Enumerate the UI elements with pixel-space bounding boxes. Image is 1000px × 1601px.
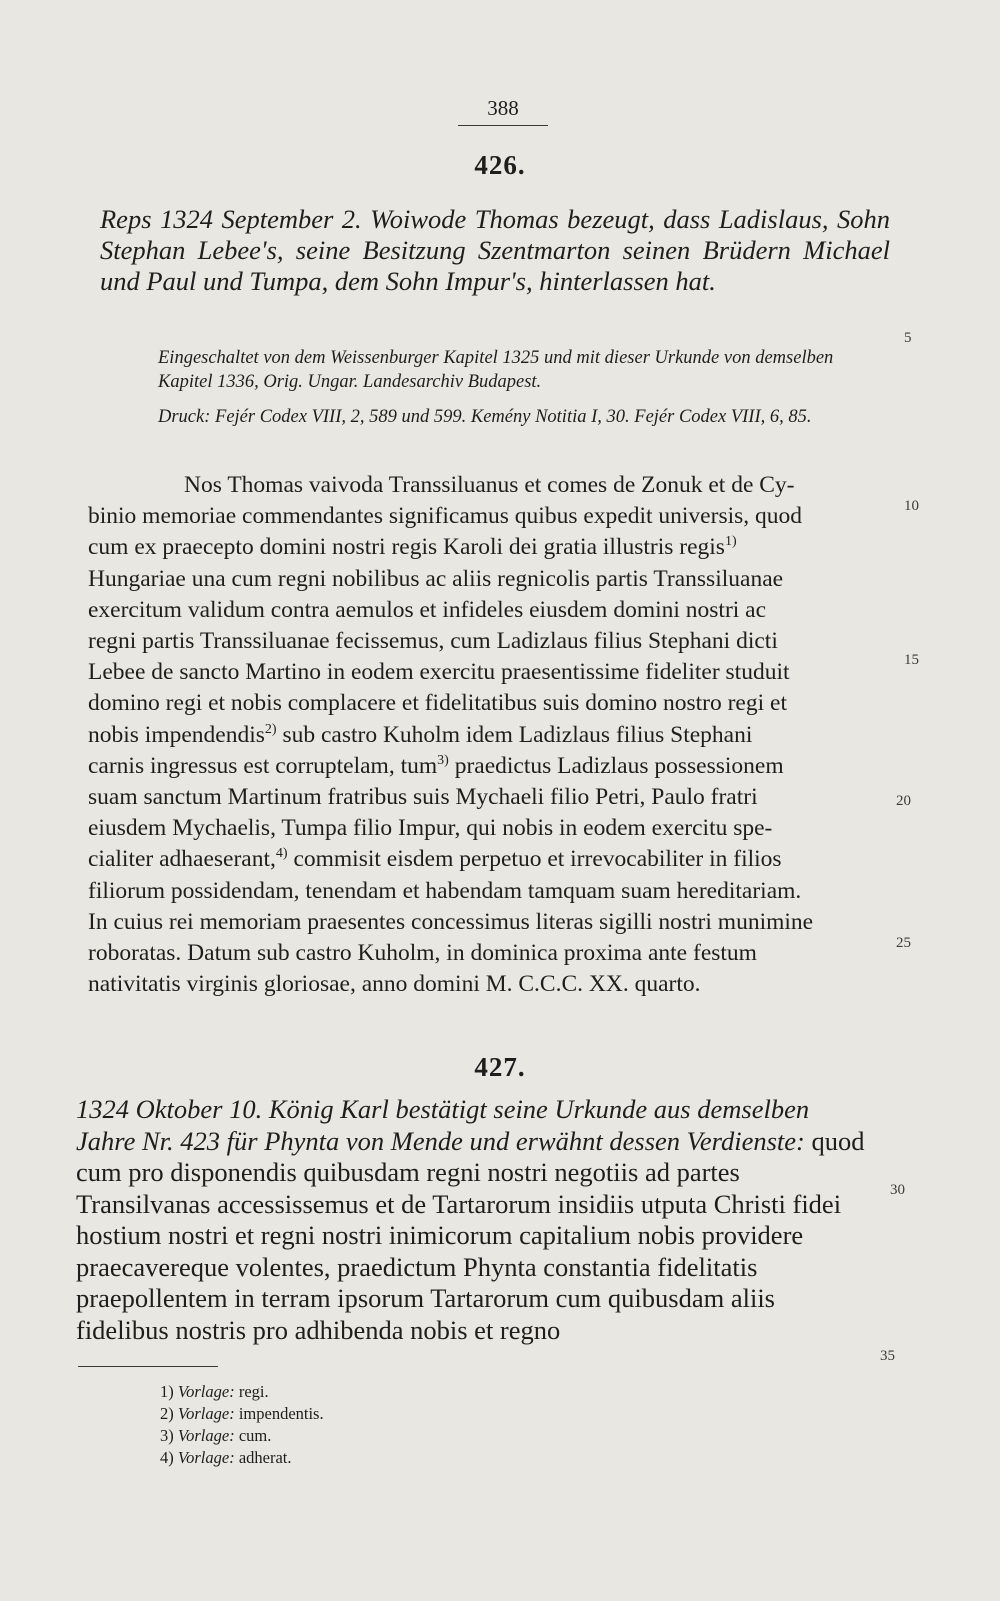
footnote-2: 2) Vorlage: impendentis. [160, 1404, 324, 1423]
entry-426-number: 426. [474, 150, 526, 180]
footnote-ref[interactable]: 3) [437, 753, 449, 768]
text-line: eiusdem Mychaelis, Tumpa filio Impur, qui nobis in eodem exercitu spe- [88, 815, 773, 842]
page-number: 388 [487, 96, 519, 120]
line-number: 10 [904, 498, 919, 514]
page-number-rule [458, 125, 548, 126]
text-line: carnis ingressus est corruptelam, tum [88, 752, 438, 779]
text-line: commisit eisdem perpetuo et irrevocabiliter in filios [293, 846, 782, 873]
entry-426-text [88, 470, 880, 1000]
entry-426-regest: Reps 1324 September 2. Woiwode Thomas bezeugt, dass Ladislaus, Sohn Stephan Lebee's, seine Besitzung Szentmarton seinen Brüdern Michael und Paul und Tumpa, dem Sohn Impur's, hinterlassen hat. [100, 204, 890, 296]
text-line: cialiter adhaeserant, [88, 846, 276, 873]
text-line: cum ex praecepto domini nostri regis Karoli dei gratia illustris regis [88, 534, 725, 561]
entry-427-regest: 1324 Oktober 10. König Karl bestätigt seine Urkunde aus demselben Jahre Nr. 423 für Phynta von Mende und erwähnt dessen Verdienste: [76, 1094, 810, 1156]
text-line: Nos Thomas vaivoda Transsiluanus et comes de Zonuk et de Cy- [184, 472, 795, 498]
footnote-1: 1) Vorlage: regi. [160, 1382, 269, 1401]
entry-426-print-note: Druck: Fejér Codex VIII, 2, 589 und 599. Kemény Notitia I, 30. Fejér Codex VIII, 6, 85. [158, 407, 812, 427]
line-number: 30 [890, 1182, 905, 1198]
text-line: In cuius rei memoriam praesentes concessimus literas sigilli nostri munimine [88, 908, 814, 935]
text-line: Hungariae una cum regni nobilibus ac aliis regnicolis partis Transsiluanae [88, 565, 784, 592]
text-line: sub castro Kuholm idem Ladizlaus filius Stephani [282, 721, 753, 748]
text-line: suam sanctum Martinum fratribus suis Mychaeli filio Petri, Paulo fratri [88, 784, 758, 811]
entry-427-number: 427. [474, 1052, 526, 1082]
entry-427-text: quod cum pro disponendis quibusdam regni nostri negotiis ad partes Transilvanas accessissemus et de Tartarorum insidiis utputa Christi fidei hostium nostri et regni nostri inimicorum capitalium nobis providere praecavereque volentes, praedictum Phynta constantia fidelitatis praepollentem in terram ipsorum Tartarorum cum quibusdam aliis fidelibus nostris pro adhibenda nobis et regno [76, 1125, 865, 1345]
line-number: 20 [896, 793, 911, 809]
footnote-4: 4) Vorlage: adherat. [160, 1448, 292, 1467]
text-line: filiorum possidendam, tenendam et habendam tamquam suam hereditariam. [88, 877, 802, 904]
text-line: Lebee de sancto Martino in eodem exercitu praesentissime fideliter studuit [88, 659, 790, 686]
text-line: exercitum validum contra aemulos et infideles eiusdem domini nostri ac [88, 596, 767, 623]
entry-426-source-note: Eingeschaltet von dem Weissenburger Kapitel 1325 und mit dieser Urkunde von demselben Kapitel 1336, Orig. Ungar. Landesarchiv Budapest. [158, 348, 834, 392]
footnote-ref[interactable]: 2) [264, 721, 277, 737]
footnote-3: 3) Vorlage: cum. [160, 1426, 272, 1445]
line-number: 25 [896, 935, 911, 951]
text-line: praedictus Ladizlaus possessionem [454, 752, 784, 779]
text-line: nativitatis virginis gloriosae, anno domini M. C.C.C. XX. quarto. [88, 971, 701, 998]
entry-427-body [76, 1094, 868, 1346]
text-line: regni partis Transsiluanae fecissemus, cum Ladizlaus filius Stephani dicti [88, 628, 778, 655]
text-line: domino regi et nobis complacere et fidelitatibus suis domino nostro regi et [88, 690, 787, 717]
footnote-rule [78, 1366, 218, 1367]
footnote-ref[interactable]: 1) [724, 534, 737, 550]
line-number: 35 [880, 1348, 895, 1364]
text-line: roboratas. Datum sub castro Kuholm, in dominica proxima ante festum [88, 940, 757, 967]
line-number: 5 [904, 330, 912, 346]
line-number: 15 [904, 652, 919, 668]
text-line: binio memoriae commendantes significamus quibus expedit universis, quod [88, 503, 803, 530]
text-line: nobis impendendis [88, 721, 265, 748]
footnote-ref[interactable]: 4) [275, 846, 288, 862]
